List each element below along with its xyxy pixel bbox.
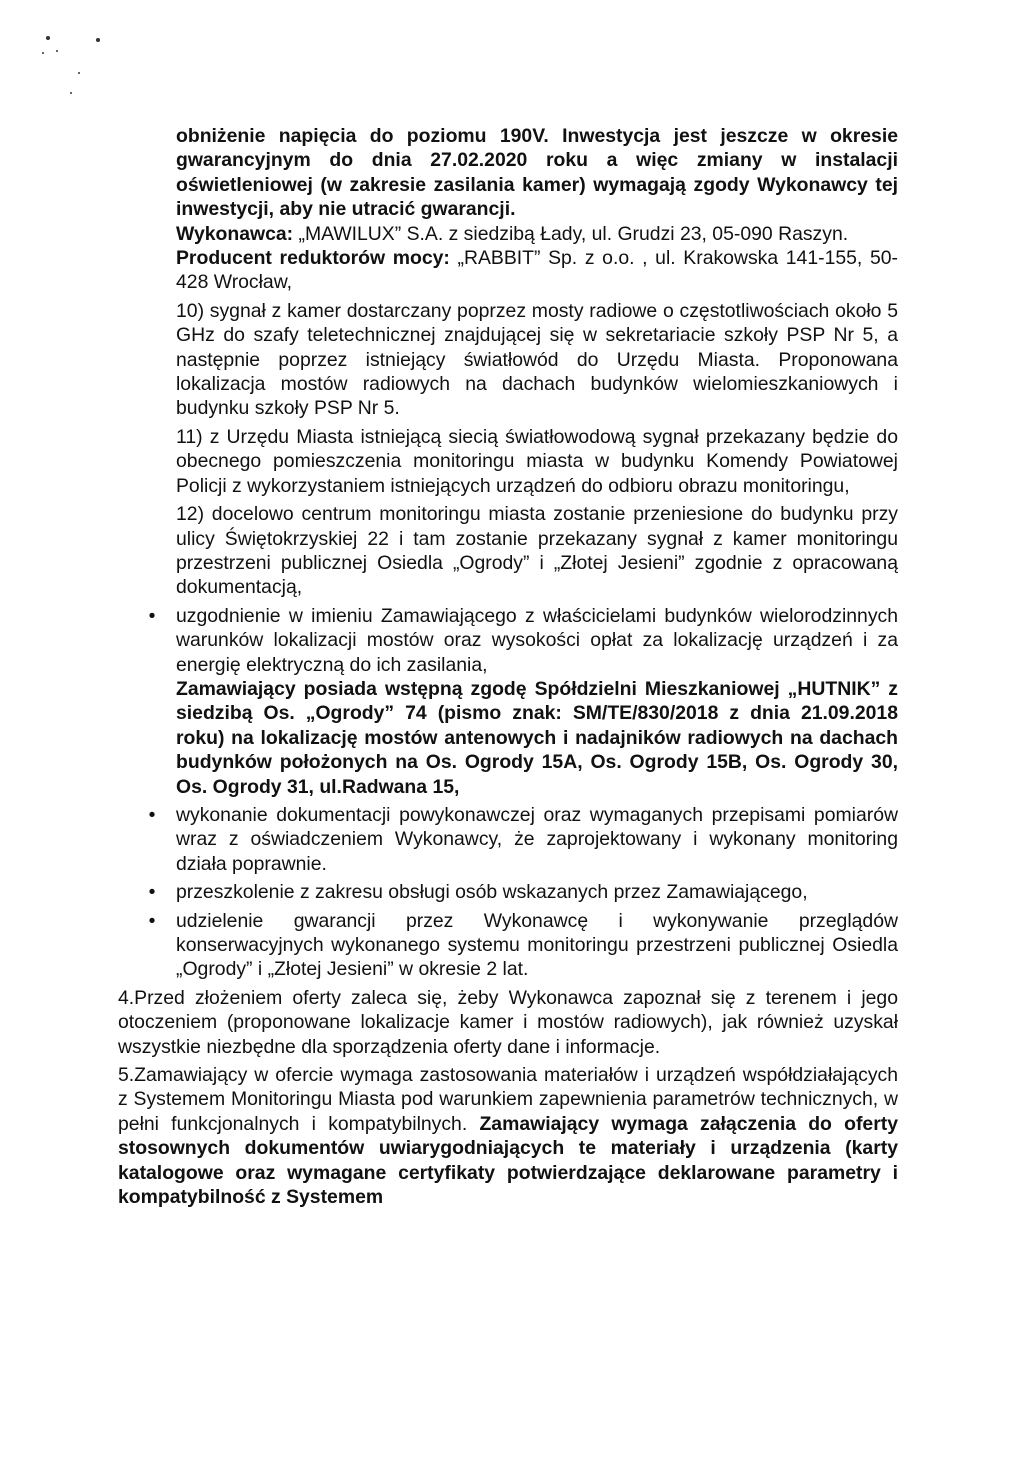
- bullet-icon: •: [148, 881, 156, 904]
- contractor-label: Wykonawca:: [176, 222, 294, 245]
- item-11: 11) z Urzędu Miasta istniejącą siecią światłowodową sygnał przekazany będzie do obecnego pomieszczenia monitoringu miasta w budynku Komendy Powiatowej Policji z wykorzystaniem istniejących urządzeń do odbioru obrazu monitoringu,: [176, 425, 898, 497]
- bullet-text: wykonanie dokumentacji powykonawczej oraz wymaganych przepisami pomiarów wraz z oświadczeniem Wykonawcy, że zaprojektowany i wykonany monitoring działa poprawnie.: [176, 803, 898, 875]
- bullet-text: udzielenie gwarancji przez Wykonawcę i wykonywanie przeglądów konserwacyjnych wykonanego systemu monitoringu przestrzeni publicznej Osiedla „Ogrody” i „Złotej Jesieni” w okresie 2 lat.: [176, 909, 898, 981]
- producer-value: „RABBIT” Sp. z o.o. , ul. Krakowska 141-155, 50-428 Wrocław,: [176, 247, 898, 294]
- item-10: 10) sygnał z kamer dostarczany poprzez mosty radiowe o częstotliwościach około 5 GHz do szafy teletechnicznej znajdującej się w sekretariacie szkoły PSP Nr 5, a następnie poprzez istniejący światłowód do Urzędu Miasta. Proponowana lokalizacja mostów radiowych na dachach budynków wielomieszkaniowych i budynku szkoły PSP Nr 5.: [176, 299, 898, 420]
- bullet-text: przeszkolenie z zakresu obsługi osób wskazanych przez Zamawiającego,: [176, 881, 808, 904]
- bullet-item-training: [148, 880, 898, 904]
- contractor-value: „MAWILUX” S.A. z siedzibą Łady, ul. Grudzi 23, 05-090 Raszyn.: [293, 222, 849, 245]
- bullet-icon: •: [148, 909, 156, 932]
- bullet-bold-text: Zamawiający posiada wstępną zgodę Spółdzielni Mieszkaniowej „HUTNIK” z siedzibą Os. „Ogrody” 74 (pismo znak: SM/TE/830/2018 z dnia 21.09.2018 roku) na lokalizację mostów antenowych i nadajników radiowych na dachach budynków położonych na Os. Ogrody 15A, Os. Ogrody 15B, Os. Ogrody 30, Os. Ogrody 31, ul.Radwana 15,: [176, 677, 898, 798]
- bullet-text: uzgodnienie w imieniu Zamawiającego z właścicielami budynków wielorodzinnych warunków lokalizacji mostów oraz wysokości opłat za lokalizację urządzeń i za energię elektryczną do ich zasilania,: [176, 604, 898, 676]
- bullet-item-agreement: [148, 604, 898, 799]
- bullet-item-documentation: [148, 803, 898, 876]
- section-5-text: 5.Zamawiający w ofercie wymaga zastosowania materiałów i urządzeń współdziałających z Systemem Monitoringu Miasta pod warunkiem zapewnienia parametrów technicznych, w pełni funkcjonalnych i kompatybilnych.: [118, 1064, 898, 1135]
- bullet-item-warranty: [148, 909, 898, 982]
- section-5: [118, 1063, 898, 1209]
- section-4: 4.Przed złożeniem oferty zaleca się, żeby Wykonawca zapoznał się z terenem i jego otoczeniem (proponowane lokalizacje kamer i mostów radiowych), jak również uzyskał wszystkie niezbędne dla sporządzenia oferty dane i informacje.: [118, 986, 898, 1058]
- section-5-bold-text: Zamawiający wymaga załączenia do oferty stosownych dokumentów uwiarygodniających te materiały i urządzenia (karty katalogowe oraz wymagane certyfikaty potwierdzające deklarowane parametry i kompatybilność z Systemem: [118, 1112, 898, 1209]
- document-body: [118, 124, 898, 1213]
- warranty-paragraph: obniżenie napięcia do poziomu 190V. Inwestycja jest jeszcze w okresie gwarancyjnym do dnia 27.02.2020 roku a więc zmiany w instalacji oświetleniowej (w zakresie zasilania kamer) wymagają zgody Wykonawcy tej inwestycji, aby nie utracić gwarancji.: [176, 125, 898, 221]
- bullet-icon: •: [148, 604, 156, 627]
- producer-label: Producent reduktorów mocy:: [176, 247, 450, 270]
- contractor-line: [176, 222, 898, 246]
- producer-line: [176, 246, 898, 295]
- bullet-icon: •: [148, 803, 156, 826]
- item-12: 12) docelowo centrum monitoringu miasta zostanie przeniesione do budynku przy ulicy Świętokrzyskiej 22 i tam zostanie przekazany sygnał z kamer monitoringu przestrzeni publicznej Osiedla „Ogrody” i „Złotej Jesieni” zgodnie z opracowaną dokumentacją,: [176, 503, 898, 599]
